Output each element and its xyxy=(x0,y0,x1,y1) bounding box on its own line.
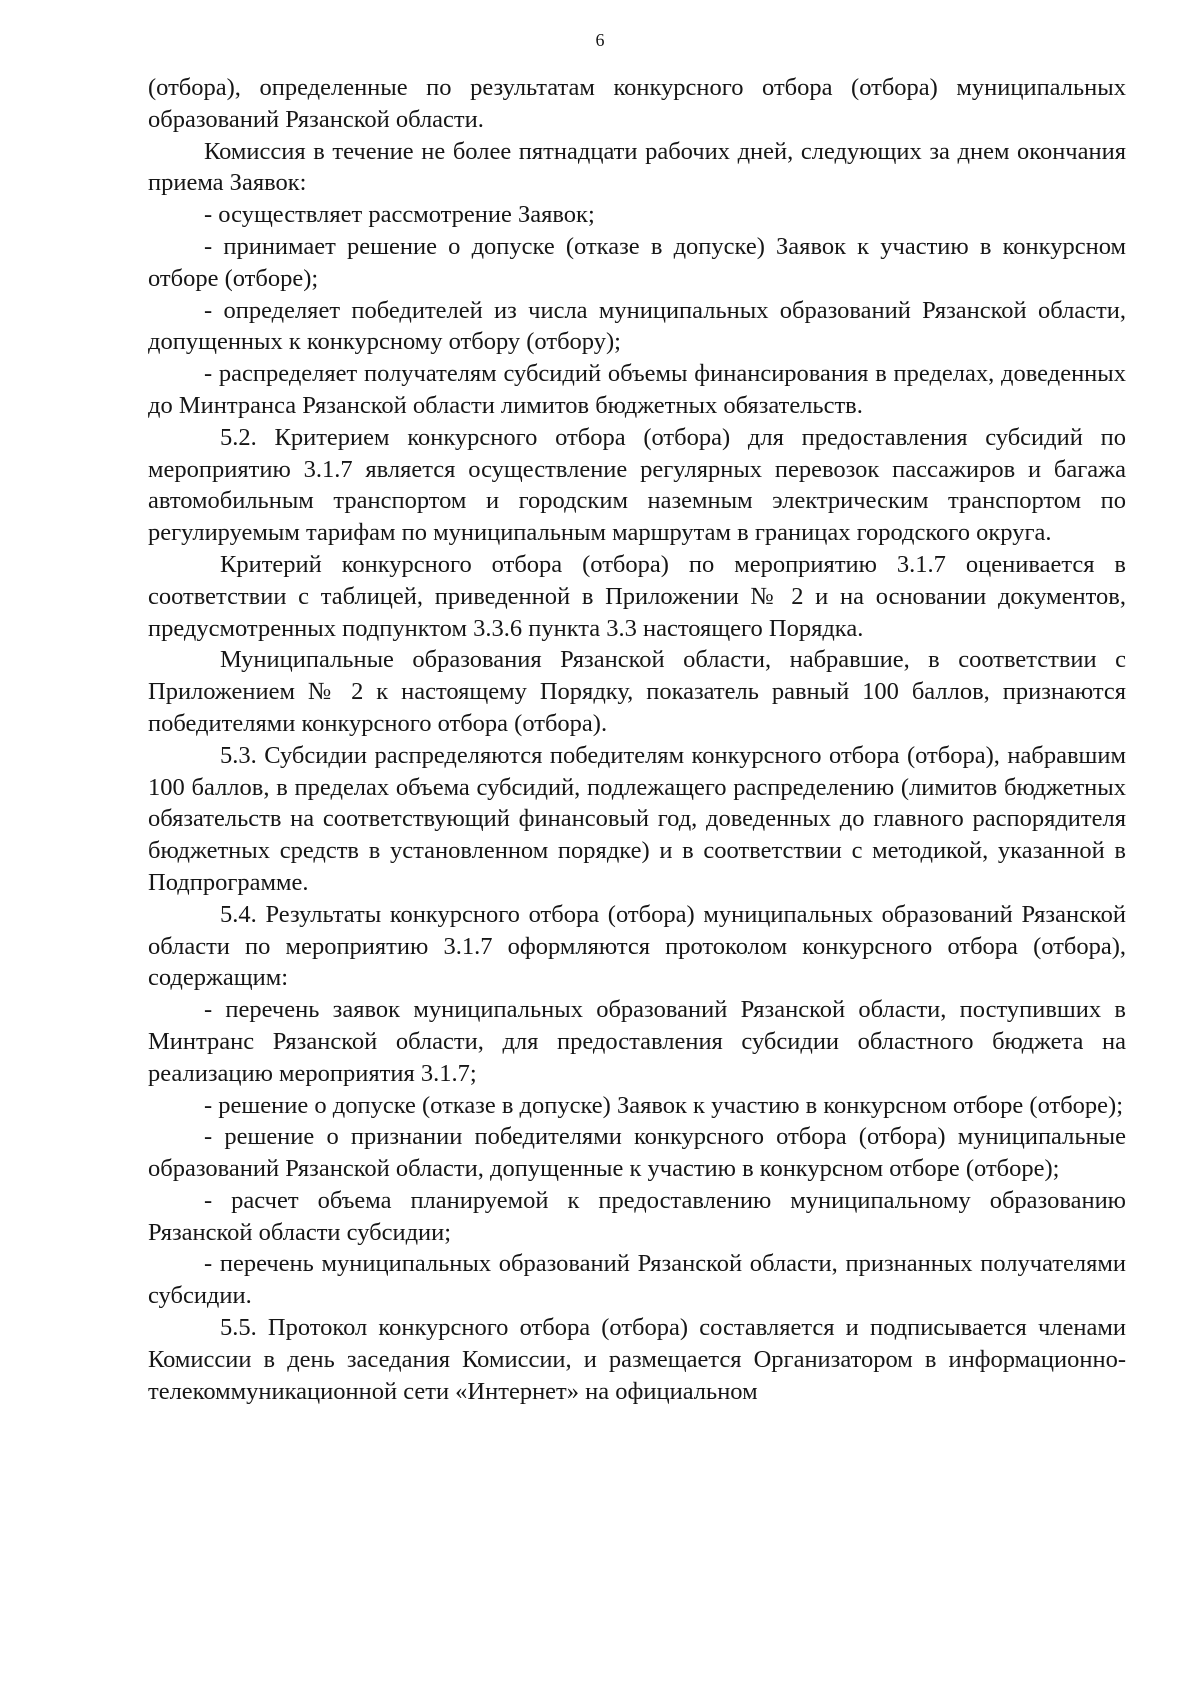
document-body xyxy=(148,72,1126,1407)
paragraph-commission-intro: Комиссия в течение не более пятнадцати рабочих дней, следующих за днем окончания приема Заявок: xyxy=(148,137,1126,197)
list-item: - расчет объема планируемой к предоставлению муниципальному образованию Рязанской области субсидии; xyxy=(148,1186,1126,1246)
paragraph-criterion: Критерий конкурсного отбора (отбора) по мероприятию 3.1.7 оценивается в соответствии с таблицей, приведенной в Приложении № 2 и на основании документов, предусмотренных подпунктом 3.3.6 пункта 3.3 настоящего Порядка. xyxy=(148,550,1126,642)
list-item: - перечень заявок муниципальных образований Рязанской области, поступивших в Минтранс Рязанской области, для предоставления субсидии областного бюджета на реализацию мероприятия 3.1.7; xyxy=(148,996,1126,1087)
paragraph-5-5: 5.5. Протокол конкурсного отбора (отбора) составляется и подписывается членами Комиссии в день заседания Комиссии, и размещается Организатором в информационно-телекоммуникационной сети «Интернет» на официальном xyxy=(148,1314,1126,1405)
paragraph-5-3: 5.3. Субсидии распределяются победителям конкурсного отбора (отбора), набравшим 100 баллов, в пределах объема субсидий, подлежащего распределению (лимитов бюджетных обязательств на соответствующий финансовый год, доведенных до главного распорядителя бюджетных средств в установленном порядке) и в соответствии с методикой, указанной в Подпрограмме. xyxy=(148,741,1126,896)
list-item: - распределяет получателям субсидий объемы финансирования в пределах, доведенных до Минтранса Рязанской области лимитов бюджетных обязательств. xyxy=(148,360,1126,419)
list-item: - перечень муниципальных образований Рязанской области, признанных получателями субсидии. xyxy=(148,1250,1126,1310)
paragraph-5-4: 5.4. Результаты конкурсного отбора (отбора) муниципальных образований Рязанской области по мероприятию 3.1.7 оформляются протоколом конкурсного отбора (отбора), содержащим: xyxy=(148,900,1126,992)
list-item: - решение о признании победителями конкурсного отбора (отбора) муниципальные образований Рязанской области, допущенные к участию в конкурсном отборе (отборе); xyxy=(148,1123,1126,1183)
paragraph-5-2: 5.2. Критерием конкурсного отбора (отбора) для предоставления субсидий по мероприятию 3.1.7 является осуществление регулярных перевозок пассажиров и багажа автомобильным транспортом и городским наземным электрическим транспортом по регулируемым тарифам по муниципальным маршрутам в границах городского округа. xyxy=(148,423,1126,547)
paragraph-continuation: (отбора), определенные по результатам конкурсного отбора (отбора) муниципальных образований Рязанской области. xyxy=(148,74,1126,133)
list-item: - решение о допуске (отказе в допуске) Заявок к участию в конкурсном отборе (отборе); xyxy=(204,1091,1124,1119)
list-item: - определяет победителей из числа муниципальных образований Рязанской области, допущенных к конкурсному отбору (отбору); xyxy=(148,296,1126,356)
list-item: - принимает решение о допуске (отказе в допуске) Заявок к участию в конкурсном отборе (отборе); xyxy=(148,232,1126,292)
paragraph-winners: Муниципальные образования Рязанской области, набравшие, в соответствии с Приложением № 2 к настоящему Порядку, показатель равный 100 баллов, признаются победителями конкурсного отбора (отбора). xyxy=(148,646,1126,737)
page-number: 6 xyxy=(595,30,605,50)
list-item: - осуществляет рассмотрение Заявок; xyxy=(204,201,595,229)
